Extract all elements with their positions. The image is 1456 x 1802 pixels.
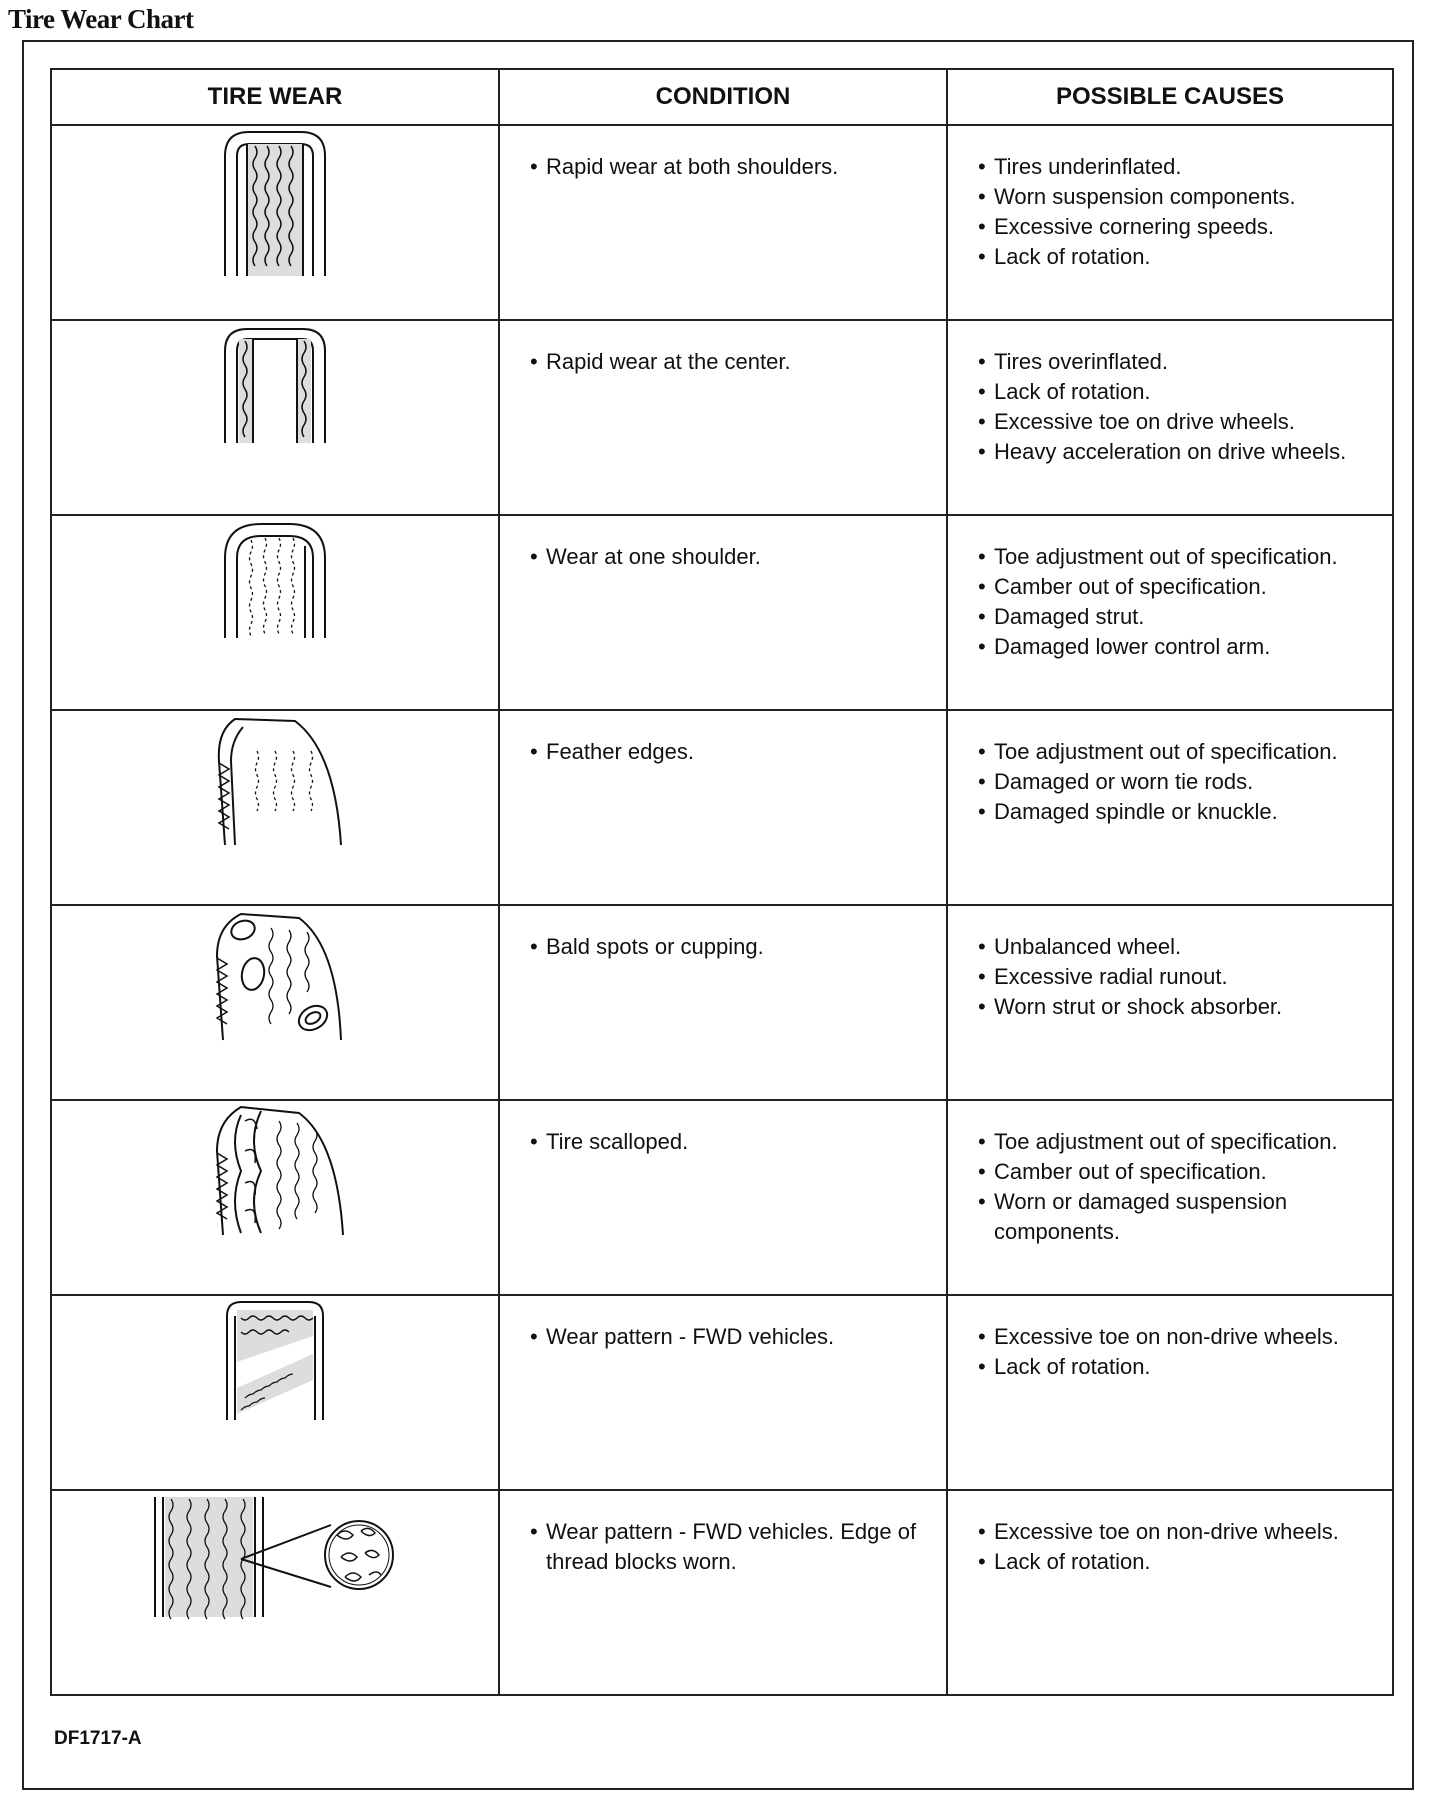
- cause-item: • Camber out of specification.: [978, 572, 1392, 602]
- tire-fwd-tread-block-wear-illustration: [145, 1491, 405, 1621]
- tire-wear-cell: [51, 125, 499, 320]
- cause-item: • Worn or damaged suspension components.: [978, 1187, 1392, 1247]
- header-possible-causes: POSSIBLE CAUSES: [947, 69, 1393, 125]
- condition-item: • Feather edges.: [530, 737, 946, 767]
- cause-item: • Excessive radial runout.: [978, 962, 1392, 992]
- table-header-row: [51, 69, 1393, 125]
- table-row: [51, 905, 1393, 1100]
- causes-cell: [947, 1100, 1393, 1295]
- table-row: [51, 710, 1393, 905]
- table-row: [51, 125, 1393, 320]
- cause-item: • Excessive cornering speeds.: [978, 212, 1392, 242]
- condition-item: • Rapid wear at both shoulders.: [530, 152, 946, 182]
- cause-item: • Toe adjustment out of specification.: [978, 542, 1392, 572]
- cause-item: • Lack of rotation.: [978, 1352, 1392, 1382]
- table-row: [51, 515, 1393, 710]
- causes-cell: [947, 710, 1393, 905]
- cause-item: • Heavy acceleration on drive wheels.: [978, 437, 1392, 467]
- cause-item: • Toe adjustment out of specification.: [978, 737, 1392, 767]
- condition-cell: [499, 710, 947, 905]
- table-row: [51, 1490, 1393, 1695]
- header-tire-wear: TIRE WEAR: [51, 69, 499, 125]
- condition-item: • Wear pattern - FWD vehicles. Edge of thread blocks worn.: [530, 1517, 946, 1577]
- cause-item: • Lack of rotation.: [978, 242, 1392, 272]
- cause-item: • Lack of rotation.: [978, 377, 1392, 407]
- tire-wear-cell: [51, 710, 499, 905]
- cause-item: • Unbalanced wheel.: [978, 932, 1392, 962]
- tire-wear-cell: [51, 515, 499, 710]
- cause-item: • Damaged lower control arm.: [978, 632, 1392, 662]
- condition-cell: [499, 125, 947, 320]
- condition-cell: [499, 320, 947, 515]
- table-row: [51, 320, 1393, 515]
- tire-wear-cell: [51, 1295, 499, 1490]
- condition-item: • Tire scalloped.: [530, 1127, 946, 1157]
- tire-wear-cell: [51, 320, 499, 515]
- condition-item: • Bald spots or cupping.: [530, 932, 946, 962]
- condition-cell: [499, 1100, 947, 1295]
- condition-cell: [499, 1490, 947, 1695]
- causes-cell: [947, 1490, 1393, 1695]
- cause-item: • Damaged or worn tie rods.: [978, 767, 1392, 797]
- table-row: [51, 1295, 1393, 1490]
- tire-shoulder-wear-illustration: [205, 126, 345, 286]
- cause-item: • Lack of rotation.: [978, 1547, 1392, 1577]
- cause-item: • Excessive toe on non-drive wheels.: [978, 1517, 1392, 1547]
- condition-cell: [499, 1295, 947, 1490]
- cause-item: • Camber out of specification.: [978, 1157, 1392, 1187]
- tire-cupping-illustration: [195, 906, 355, 1046]
- cause-item: • Tires underinflated.: [978, 152, 1392, 182]
- table-row: [51, 1100, 1393, 1295]
- tire-wear-table: [50, 68, 1394, 1696]
- tire-feather-edge-illustration: [195, 711, 355, 851]
- cause-item: • Excessive toe on drive wheels.: [978, 407, 1392, 437]
- causes-cell: [947, 125, 1393, 320]
- condition-cell: [499, 905, 947, 1100]
- cause-item: • Damaged strut.: [978, 602, 1392, 632]
- tire-one-shoulder-wear-illustration: [205, 516, 345, 646]
- causes-cell: [947, 515, 1393, 710]
- condition-item: • Wear at one shoulder.: [530, 542, 946, 572]
- cause-item: • Tires overinflated.: [978, 347, 1392, 377]
- tire-center-wear-illustration: [205, 321, 345, 451]
- causes-cell: [947, 320, 1393, 515]
- cause-item: • Damaged spindle or knuckle.: [978, 797, 1392, 827]
- page-title: Tire Wear Chart: [8, 4, 194, 34]
- tire-fwd-diagonal-wear-illustration: [205, 1296, 345, 1426]
- header-condition: CONDITION: [499, 69, 947, 125]
- tire-wear-cell: [51, 1100, 499, 1295]
- condition-cell: [499, 515, 947, 710]
- causes-cell: [947, 1295, 1393, 1490]
- cause-item: • Worn strut or shock absorber.: [978, 992, 1392, 1022]
- condition-item: • Rapid wear at the center.: [530, 347, 946, 377]
- tire-scalloped-illustration: [195, 1101, 355, 1241]
- cause-item: • Toe adjustment out of specification.: [978, 1127, 1392, 1157]
- condition-item: • Wear pattern - FWD vehicles.: [530, 1322, 946, 1352]
- cause-item: • Worn suspension components.: [978, 182, 1392, 212]
- causes-cell: [947, 905, 1393, 1100]
- cause-item: • Excessive toe on non-drive wheels.: [978, 1322, 1392, 1352]
- figure-id: DF1717-A: [54, 1728, 142, 1749]
- tire-wear-cell: [51, 1490, 499, 1695]
- tire-wear-cell: [51, 905, 499, 1100]
